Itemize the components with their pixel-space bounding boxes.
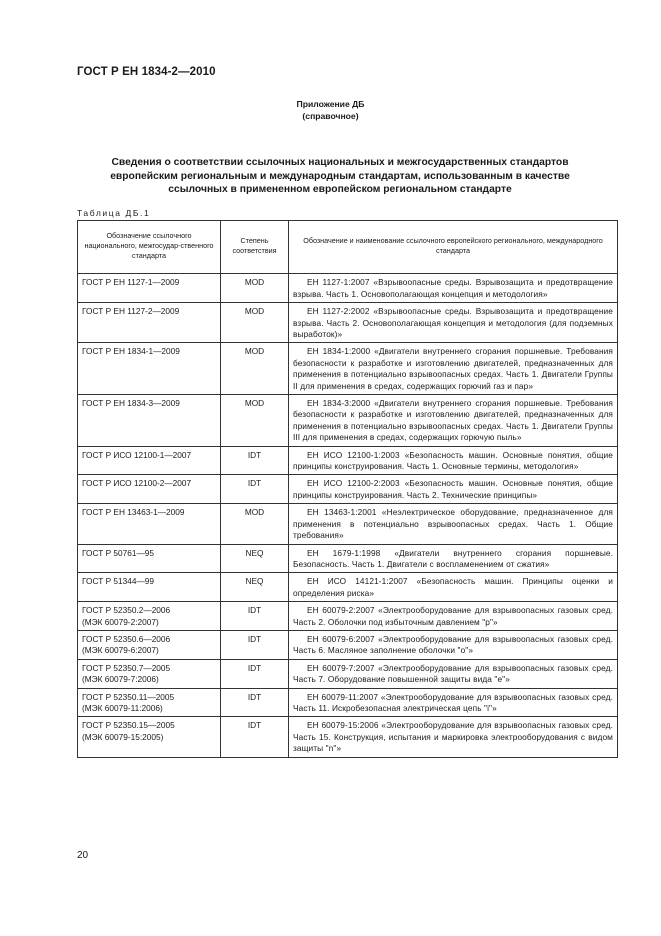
national-standard-cell: ГОСТ Р ЕН 13463-1—2009 <box>78 504 221 544</box>
european-standard-cell: ЕН 60079-6:2007 «Электрооборудование для взрывоопасных газовых сред. Часть 6. Масляное заполнение оболочки "о"» <box>289 630 618 659</box>
degree-cell: IDT <box>221 688 289 717</box>
degree-cell: NEQ <box>221 573 289 602</box>
table-body <box>78 274 618 757</box>
european-standard-cell: ЕН 1834-3:2000 «Двигатели внутреннего сгорания поршневые. Требования безопасности к разработке и изготовлению двигателей, предназначенных для применения в потенциально взрывоопасных средах. Часть 1. Двигатели Группы III для применения в средах, содержащих горючую пыль» <box>289 395 618 447</box>
header-national-standard: Обозначение ссылочного национального, межгосудар-ственного стандарта <box>78 221 221 274</box>
degree-cell: IDT <box>221 717 289 757</box>
degree-cell: IDT <box>221 602 289 631</box>
table-row <box>78 504 618 544</box>
degree-cell: MOD <box>221 274 289 303</box>
degree-cell: NEQ <box>221 544 289 573</box>
national-standard-cell: ГОСТ Р ЕН 1127-1—2009 <box>78 274 221 303</box>
table-row <box>78 446 618 475</box>
header-degree: Степень соответствия <box>221 221 289 274</box>
national-standard-cell: ГОСТ Р ЕН 1127-2—2009 <box>78 303 221 343</box>
national-standard-cell: ГОСТ Р ИСО 12100-1—2007 <box>78 446 221 475</box>
european-standard-cell: ЕН 60079-7:2007 «Электрооборудование для взрывоопасных газовых сред. Часть 7. Оборудование повышенной защиты вида "е"» <box>289 659 618 688</box>
european-standard-cell: ЕН ИСО 12100-2:2003 «Безопасность машин. Основные понятия, общие принципы конструирования. Часть 2. Технические принципы» <box>289 475 618 504</box>
table-row <box>78 602 618 631</box>
national-standard-cell: ГОСТ Р ЕН 1834-1—2009 <box>78 343 221 395</box>
national-standard-cell: ГОСТ Р ИСО 12100-2—2007 <box>78 475 221 504</box>
annex-block <box>0 98 661 122</box>
table-header-row <box>78 221 618 274</box>
degree-cell: MOD <box>221 395 289 447</box>
national-standard-cell: ГОСТ Р 52350.2—2006 (МЭК 60079-2:2007) <box>78 602 221 631</box>
european-standard-cell: ЕН 1127-1:2007 «Взрывоопасные среды. Взрывозащита и предотвращение взрыва. Часть 1. Основополагающая концепция и методология» <box>289 274 618 303</box>
degree-cell: MOD <box>221 343 289 395</box>
document-code: ГОСТ Р ЕН 1834-2—2010 <box>77 66 216 78</box>
european-standard-cell: ЕН ИСО 14121-1:2007 «Безопасность машин. Принципы оценки и определения риска» <box>289 573 618 602</box>
european-standard-cell: ЕН 60079-11:2007 «Электрооборудование для взрывоопасных газовых сред. Часть 11. Искробезопасная электрическая цепь "i"» <box>289 688 618 717</box>
table-row <box>78 630 618 659</box>
page-number: 20 <box>77 850 89 861</box>
european-standard-cell: ЕН 1679-1:1998 «Двигатели внутреннего сгорания поршневые. Безопасность. Часть 1. Двигатели с воспламенением от сжатия» <box>289 544 618 573</box>
table-row <box>78 717 618 757</box>
degree-cell: MOD <box>221 504 289 544</box>
table-row <box>78 395 618 447</box>
degree-cell: IDT <box>221 475 289 504</box>
european-standard-cell: ЕН 60079-2:2007 «Электрооборудование для взрывоопасных газовых сред. Часть 2. Оболочки под избыточным давлением "р"» <box>289 602 618 631</box>
header-european-standard: Обозначение и наименование ссылочного европейского регионального, международного стандарта <box>289 221 618 274</box>
table-row <box>78 343 618 395</box>
table-row <box>78 475 618 504</box>
table-row <box>78 544 618 573</box>
european-standard-cell: ЕН 13463-1:2001 «Неэлектрическое оборудование, предназначенное для применения в потенциально взрывоопасных средах. Часть 1. Общие требования» <box>289 504 618 544</box>
national-standard-cell: ГОСТ Р 52350.15—2005 (МЭК 60079-15:2005) <box>78 717 221 757</box>
table-row <box>78 303 618 343</box>
national-standard-cell: ГОСТ Р 52350.11—2005 (МЭК 60079-11:2006) <box>78 688 221 717</box>
national-standard-cell: ГОСТ Р 50761—95 <box>78 544 221 573</box>
table-row <box>78 659 618 688</box>
table-row <box>78 573 618 602</box>
degree-cell: MOD <box>221 303 289 343</box>
national-standard-cell: ГОСТ Р 52350.6—2006 (МЭК 60079-6:2007) <box>78 630 221 659</box>
national-standard-cell: ГОСТ Р 52350.7—2005 (МЭК 60079-7:2006) <box>78 659 221 688</box>
national-standard-cell: ГОСТ Р 51344—99 <box>78 573 221 602</box>
annex-subtitle: (справочное) <box>302 111 359 121</box>
section-heading: Сведения о соответствии ссылочных национальных и межгосударственных стандартов европейским региональным и международным стандартам, использованным в качестве ссылочных в примененном европейском региональном стандарте <box>110 157 570 195</box>
european-standard-cell: ЕН ИСО 12100-1:2003 «Безопасность машин. Основные понятия, общие принципы конструирования. Часть 1. Основные термины, методология» <box>289 446 618 475</box>
table-row <box>78 274 618 303</box>
european-standard-cell: ЕН 1127-2:2002 «Взрывоопасные среды. Взрывозащита и предотвращение взрыва. Часть 2. Основополагающая концепция и методология (для подземных выработок)» <box>289 303 618 343</box>
national-standard-cell: ГОСТ Р ЕН 1834-3—2009 <box>78 395 221 447</box>
standards-table <box>77 220 618 758</box>
table-caption: Таблица ДБ.1 <box>77 208 151 218</box>
european-standard-cell: ЕН 1834-1:2000 «Двигатели внутреннего сгорания поршневые. Требования безопасности к разработке и изготовлению двигателей, предназначенных для применения в потенциально взрывоопасных средах. Часть 1. Двигатели Группы II для применения в средах, содержащих горючий газ и пар» <box>289 343 618 395</box>
degree-cell: IDT <box>221 630 289 659</box>
table-row <box>78 688 618 717</box>
annex-title: Приложение ДБ <box>296 99 365 109</box>
degree-cell: IDT <box>221 659 289 688</box>
degree-cell: IDT <box>221 446 289 475</box>
european-standard-cell: ЕН 60079-15:2006 «Электрооборудование для взрывоопасных газовых сред. Часть 15. Конструкция, испытания и маркировка электрооборудования с видом защиты "n"» <box>289 717 618 757</box>
